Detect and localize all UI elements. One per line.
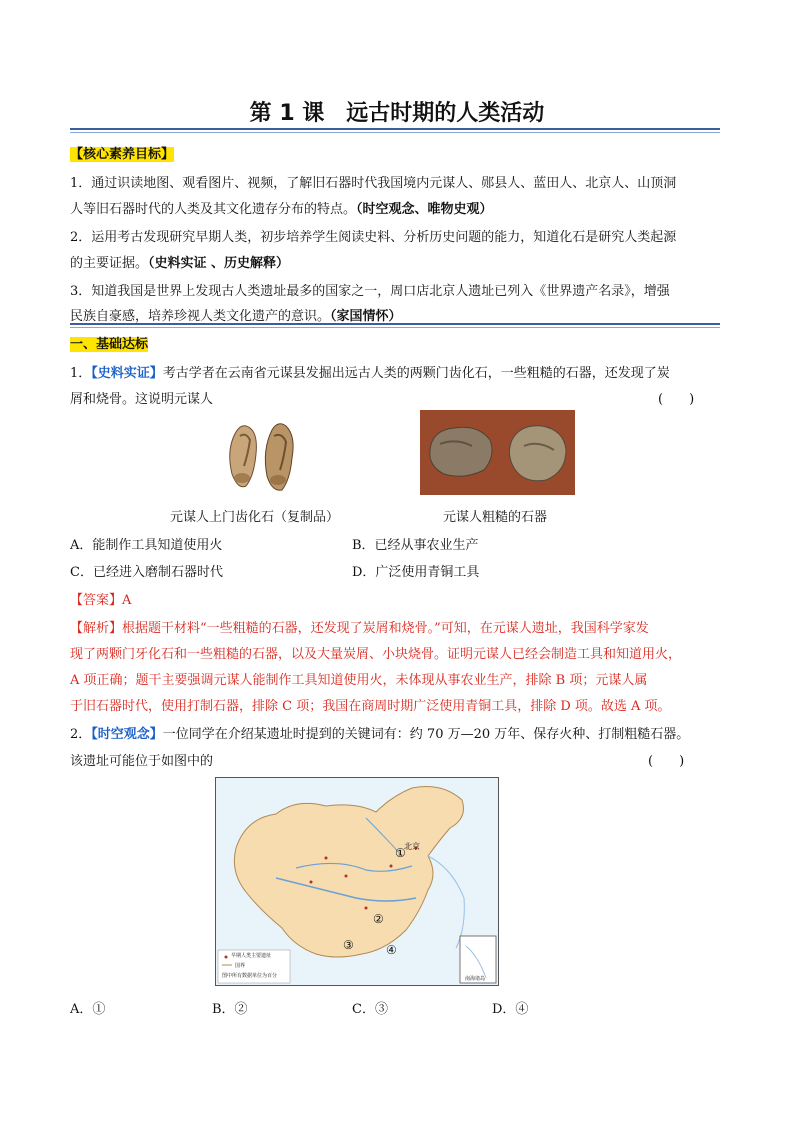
map-inset-label: 南海诸岛 [465,976,486,982]
title-divider [70,128,720,130]
q2-tag: 【时空观念】 [91,727,163,742]
goal-2-line-a: 2．运用考古发现研究早期人类，初步培养学生阅读史料、分析历史问题的能力，知道化石是研究人类起源 [70,230,677,245]
q2-option-b[interactable]: B．② [212,1002,248,1017]
q1-explanation-4: 于旧石器时代，使用打制石器，排除 C 项；我国在商周时期广泛使用青铜工具，排除 D 项。故选 A 项。 [70,699,671,714]
q1-tag: 【史料实证】 [91,366,163,381]
q1-option-b[interactable]: B．已经从事农业生产 [352,538,479,553]
yuanmou-teeth-image [212,414,312,494]
q2-option-c[interactable]: C．③ [352,1002,388,1017]
section-basic: 一、基础达标 [70,337,149,352]
map-marker-4: ④ [386,943,397,957]
q2-answer-paren: ( ) [648,754,685,769]
q1-explanation-2: 现了两颗门牙化石和一些粗糙的石器，以及大量炭屑、小块烧骨。证明元谋人已经会制造工具和知道用火， [70,647,682,662]
map-legend-note: 图中所有数据单位为百分 [222,973,278,979]
map-marker-1: ① [395,846,406,860]
q1-answer: 【答案】A [70,593,132,608]
goal-3-line-a: 3．知道我国是世界上发现古人类遗址最多的国家之一，周口店北京人遗址已列入《世界遗产名录》，增强 [70,284,670,299]
q2-option-d[interactable]: D．④ [492,1002,529,1017]
teeth-caption: 元谋人上门齿化石（复制品） [170,510,340,525]
goals-divider [70,323,720,325]
goal-1-line-b: 人等旧石器时代的人类及其文化遗存分布的特点。（时空观念、唯物史观） [70,202,493,217]
stone-tools-caption: 元谋人粗糙的石器 [443,510,548,525]
q2-option-a[interactable]: A．① [70,1002,106,1017]
goal-2-line-b: 的主要证据。（史料实证 、历史解释） [70,256,290,271]
q1-answer-paren: ( ) [658,392,695,407]
map-legend-sites: 早期人类主要遗址 [231,953,272,959]
goal-1-tag: （时空观念、唯物史观） [356,202,493,217]
q2-stem-b: 该遗址可能位于如图中的 [70,754,214,769]
page-title: 第 1 课 远古时期的人类活动 [249,101,545,126]
goal-2-tag: （史料实证 、历史解释） [148,256,290,271]
goals-divider-thin [70,327,720,328]
q1-stem-b: 屑和烧骨。这说明元谋人 [70,392,214,407]
q1-explanation-1: 【解析】根据题干材料“一些粗糙的石器，还发现了炭屑和烧骨。”可知，在元谋人遗址，我国科学家发 [70,621,649,636]
q1-stem-a: 1．【史料实证】考古学者在云南省元谋县发掘出远古人类的两颗门齿化石，一些粗糙的石器，还发现了炭 [70,366,670,381]
goal-3-line-b: 民族自豪感，培养珍视人类文化遗产的意识。（家国情怀） [70,309,402,324]
q1-explanation-3: A 项正确；题干主要强调元谋人能制作工具知道使用火，未体现从事农业生产，排除 B 项；元谋人属 [70,673,648,688]
q2-stem-a: 2．【时空观念】一位同学在介绍某遗址时提到的关键词有：约 70 万—20 万年、保存火种、打制粗糙石器。 [70,727,690,742]
china-map [215,777,499,986]
goal-3-tag: （家国情怀） [330,309,402,324]
map-legend-border: 国界 [235,963,246,969]
yuanmou-stone-tools-image [420,410,575,495]
goals-heading: 【核心素养目标】 [70,147,175,162]
map-marker-2: ② [373,912,384,926]
q1-option-a[interactable]: A．能制作工具知道使用火 [70,538,223,553]
goal-1-line-a: 1．通过识读地图、观看图片、视频，了解旧石器时代我国境内元谋人、郧县人、蓝田人、北京人、山顶洞 [70,176,677,191]
title-divider-thin [70,132,720,133]
q1-option-c[interactable]: C．已经进入磨制石器时代 [70,565,223,580]
map-label-beijing: 北京 [404,842,420,851]
q1-option-d[interactable]: D．广泛使用青铜工具 [352,565,480,580]
map-marker-3: ③ [343,938,354,952]
